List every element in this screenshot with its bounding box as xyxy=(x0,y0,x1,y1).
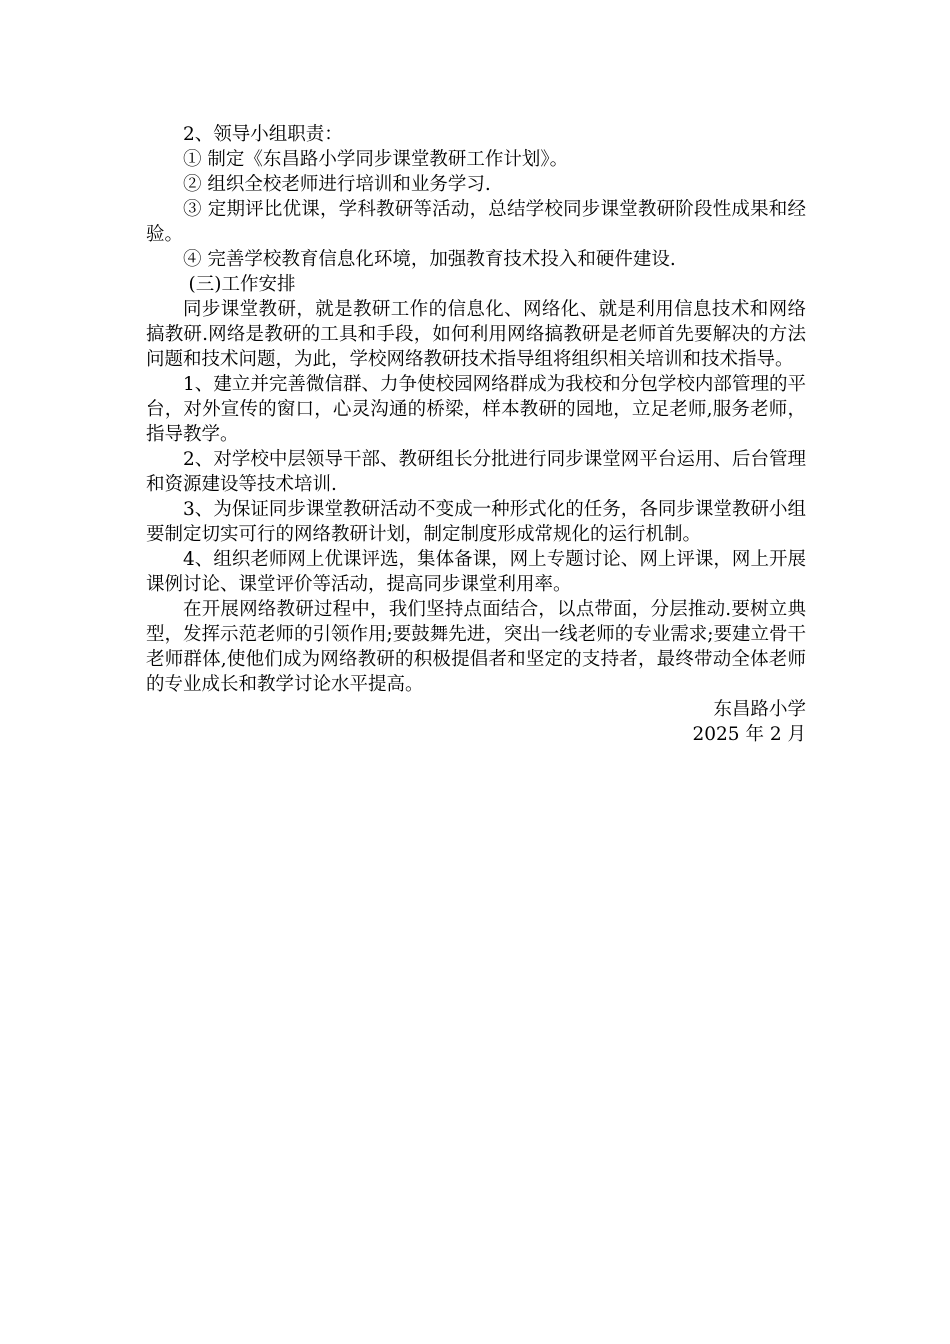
paragraph-item-4: 4、组织老师网上优课评选，集体备课，网上专题讨论、网上评课，网上开展课例讨论、课堂评价等活动，提高同步课堂利用率。 xyxy=(146,549,806,595)
signature-date: 2025 年 2 月 xyxy=(692,724,806,745)
section-heading-work-arrangement: (三)工作安排 xyxy=(188,274,296,295)
paragraph-conclusion: 在开展网络教研过程中，我们坚持点面结合，以点带面，分层推动.要树立典型，发挥示范老师的引领作用;要鼓舞先进，突出一线老师的专业需求;要建立骨干老师群体,使他们成为网络教研的积极提倡者和坚定的支持者，最终带动全体老师的专业成长和教学讨论水平提高。 xyxy=(146,599,806,695)
paragraph-intro: 同步课堂教研，就是教研工作的信息化、网络化、就是利用信息技术和网络搞教研.网络是教研的工具和手段，如何利用网络搞教研是老师首先要解决的方法问题和技术问题，为此，学校网络教研技术指导组将组织相关培训和技术指导。 xyxy=(146,299,806,370)
paragraph-duties-heading: 2、领导小组职责： xyxy=(183,124,343,145)
paragraph-item-3: 3、为保证同步课堂教研活动不变成一种形式化的任务，各同步课堂教研小组要制定切实可行的网络教研计划，制定制度形成常规化的运行机制。 xyxy=(146,499,806,545)
document-body xyxy=(146,122,806,747)
paragraph-duty-4: ④ 完善学校教育信息化环境，加强教育技术投入和硬件建设. xyxy=(183,249,676,270)
paragraph-item-2: 2、对学校中层领导干部、教研组长分批进行同步课堂网平台运用、后台管理和资源建设等技术培训. xyxy=(146,449,806,495)
paragraph-duty-2: ② 组织全校老师进行培训和业务学习. xyxy=(183,174,491,195)
paragraph-duty-1: ① 制定《东昌路小学同步课堂教研工作计划》。 xyxy=(183,149,569,170)
paragraph-item-1: 1、建立并完善微信群、力争使校园网络群成为我校和分包学校内部管理的平台，对外宣传的窗口，心灵沟通的桥梁，样本教研的园地，立足老师,服务老师，指导教学。 xyxy=(146,374,806,445)
signature-school: 东昌路小学 xyxy=(713,699,806,720)
paragraph-duty-3: ③ 定期评比优课，学科教研等活动，总结学校同步课堂教研阶段性成果和经验。 xyxy=(146,199,806,245)
